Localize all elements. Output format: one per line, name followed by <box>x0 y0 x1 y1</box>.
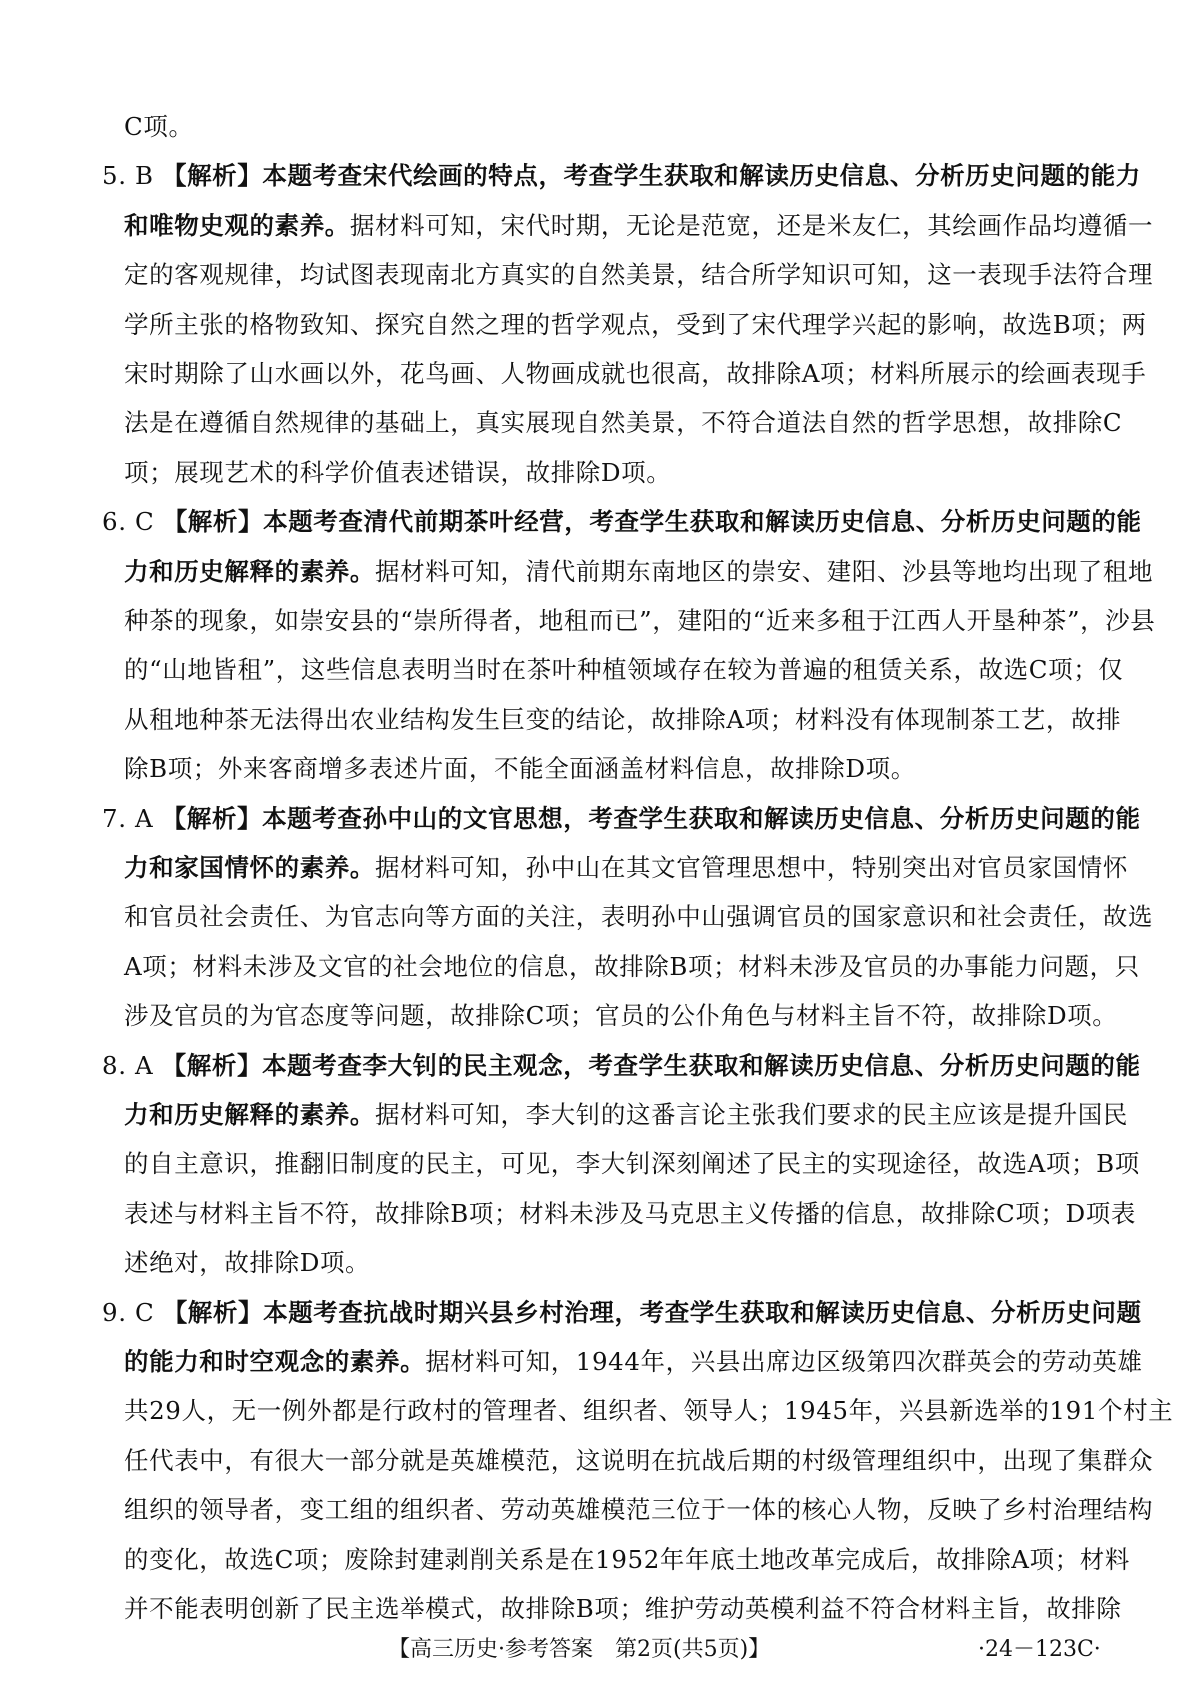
question-number: 9. C <box>102 1297 155 1327</box>
text-line: 述绝对，故排除D项。 <box>124 1248 371 1278</box>
text-line: 共29人，无一例外都是行政村的管理者、组织者、领导人；1945年，兴县新选举的191个村主 <box>124 1396 1174 1426</box>
question-number: 7. A <box>102 803 154 833</box>
footer-title: 【高三历史·参考答案 第2页(共5页)】 <box>388 1637 771 1662</box>
footer-code: ·24－123C· <box>978 1637 1101 1662</box>
analysis-label: 【解析】 <box>161 803 263 833</box>
text-line: A项；材料未涉及文官的社会地位的信息，故排除B项；材料未涉及官员的办事能力问题，只 <box>124 951 1140 981</box>
analysis-label: 【解析】 <box>162 507 264 537</box>
analysis-label: 【解析】 <box>161 161 263 191</box>
text-line: 组织的领导者，变工组的组织者、劳动英雄模范三位于一体的核心人物，反映了乡村治理结构 <box>124 1495 1154 1525</box>
text-line: 除B项；外来客商增多表述片面，不能全面涵盖材料信息，故排除D项。 <box>124 754 916 784</box>
question-number: 5. B <box>102 161 154 191</box>
question-6-first-line <box>102 503 1142 538</box>
analysis-label: 【解析】 <box>162 1297 264 1327</box>
question-focus: 力和历史解释的素养。 <box>124 1100 375 1129</box>
question-focus: 力和历史解释的素养。 <box>124 556 375 586</box>
text-line: 力和家国情怀的素养。据材料可知，孙中山在其文官管理思想中，特别突出对官员家国情怀 <box>124 853 1128 882</box>
text-line: 的能力和时空观念的素养。据材料可知，1944年，兴县出席边区级第四次群英会的劳动英雄 <box>124 1347 1143 1376</box>
text-line: C项。 <box>124 112 194 141</box>
text-line: 法是在遵循自然规律的基础上，真实展现自然美景，不符合道法自然的哲学思想，故排除C <box>124 408 1123 438</box>
question-focus: 本题考查抗战时期兴县乡村治理，考查学生获取和解读历史信息、分析历史问题 <box>263 1297 1142 1327</box>
text-line: 定的客观规律，均试图表现南北方真实的自然美景，结合所学知识可知，这一表现手法符合理 <box>124 260 1154 290</box>
question-focus: 和唯物史观的素养。 <box>124 210 350 240</box>
question-focus: 本题考查清代前期茶叶经营，考查学生获取和解读历史信息、分析历史问题的能 <box>263 507 1142 537</box>
question-focus: 力和家国情怀的素养。 <box>124 853 375 882</box>
text-line: 涉及官员的为官态度等问题，故排除C项；官员的公仆角色与材料主旨不符，故排除D项。 <box>124 1001 1118 1031</box>
question-7-first-line <box>102 800 1141 835</box>
text-line: 从租地种茶无法得出农业结构发生巨变的结论，故排除A项；材料没有体现制茶工艺，故排 <box>124 704 1122 734</box>
question-focus: 的能力和时空观念的素养。 <box>124 1347 426 1376</box>
text-line: 学所主张的格物致知、探究自然之理的哲学观点，受到了宋代理学兴起的影响，故选B项；两 <box>124 309 1147 339</box>
text-line: 力和历史解释的素养。据材料可知，李大钊的这番言论主张我们要求的民主应该是提升国民 <box>124 1100 1128 1129</box>
question-8-first-line <box>102 1047 1141 1082</box>
text-line: 力和历史解释的素养。据材料可知，清代前期东南地区的崇安、建阳、沙县等地均出现了租地 <box>124 556 1154 586</box>
text-line: 项；展现艺术的科学价值表述错误，故排除D项。 <box>124 457 672 487</box>
text-line: 和官员社会责任、为官志向等方面的关注，表明孙中山强调官员的国家意识和社会责任，故选 <box>124 902 1154 932</box>
question-focus: 本题考查李大钊的民主观念，考查学生获取和解读历史信息、分析历史问题的能 <box>262 1050 1141 1080</box>
text-line: 种茶的现象，如崇安县的“崇所得者，地租而已”，建阳的“近来多租于江西人开垦种茶”，沙县 <box>124 606 1156 635</box>
text-line: 的变化，故选C项；废除封建剥削关系是在1952年年底土地改革完成后，故排除A项；材料 <box>124 1544 1130 1574</box>
text-line: 和唯物史观的素养。据材料可知，宋代时期，无论是范宽，还是米友仁，其绘画作品均遵循一 <box>124 210 1154 240</box>
question-9-first-line <box>102 1294 1142 1329</box>
analysis-label: 【解析】 <box>161 1050 263 1080</box>
question-5-first-line <box>102 157 1141 192</box>
text-line: 并不能表明创新了民主选举模式，故排除B项；维护劳动英模利益不符合材料主旨，故排除 <box>124 1594 1122 1623</box>
text-line: 表述与材料主旨不符，故排除B项；材料未涉及马克思主义传播的信息，故排除C项；D项表 <box>124 1198 1136 1228</box>
question-number: 8. A <box>102 1050 154 1080</box>
question-focus: 本题考查宋代绘画的特点，考查学生获取和解读历史信息、分析历史问题的能力 <box>262 161 1141 191</box>
text-line: 任代表中，有很大一部分就是英雄模范，这说明在抗战后期的村级管理组织中，出现了集群众 <box>124 1445 1154 1475</box>
text-line: 的自主意识，推翻旧制度的民主，可见，李大钊深刻阐述了民主的实现途径，故选A项；B项 <box>124 1149 1140 1179</box>
text-line: 宋时期除了山水画以外，花鸟画、人物画成就也很高，故排除A项；材料所展示的绘画表现手 <box>124 359 1147 388</box>
text-line: 的“山地皆租”，这些信息表明当时在茶叶种植领域存在较为普遍的租赁关系，故选C项；仅 <box>124 655 1124 685</box>
question-focus: 本题考查孙中山的文官思想，考查学生获取和解读历史信息、分析历史问题的能 <box>262 803 1141 833</box>
question-number: 6. C <box>102 507 155 537</box>
